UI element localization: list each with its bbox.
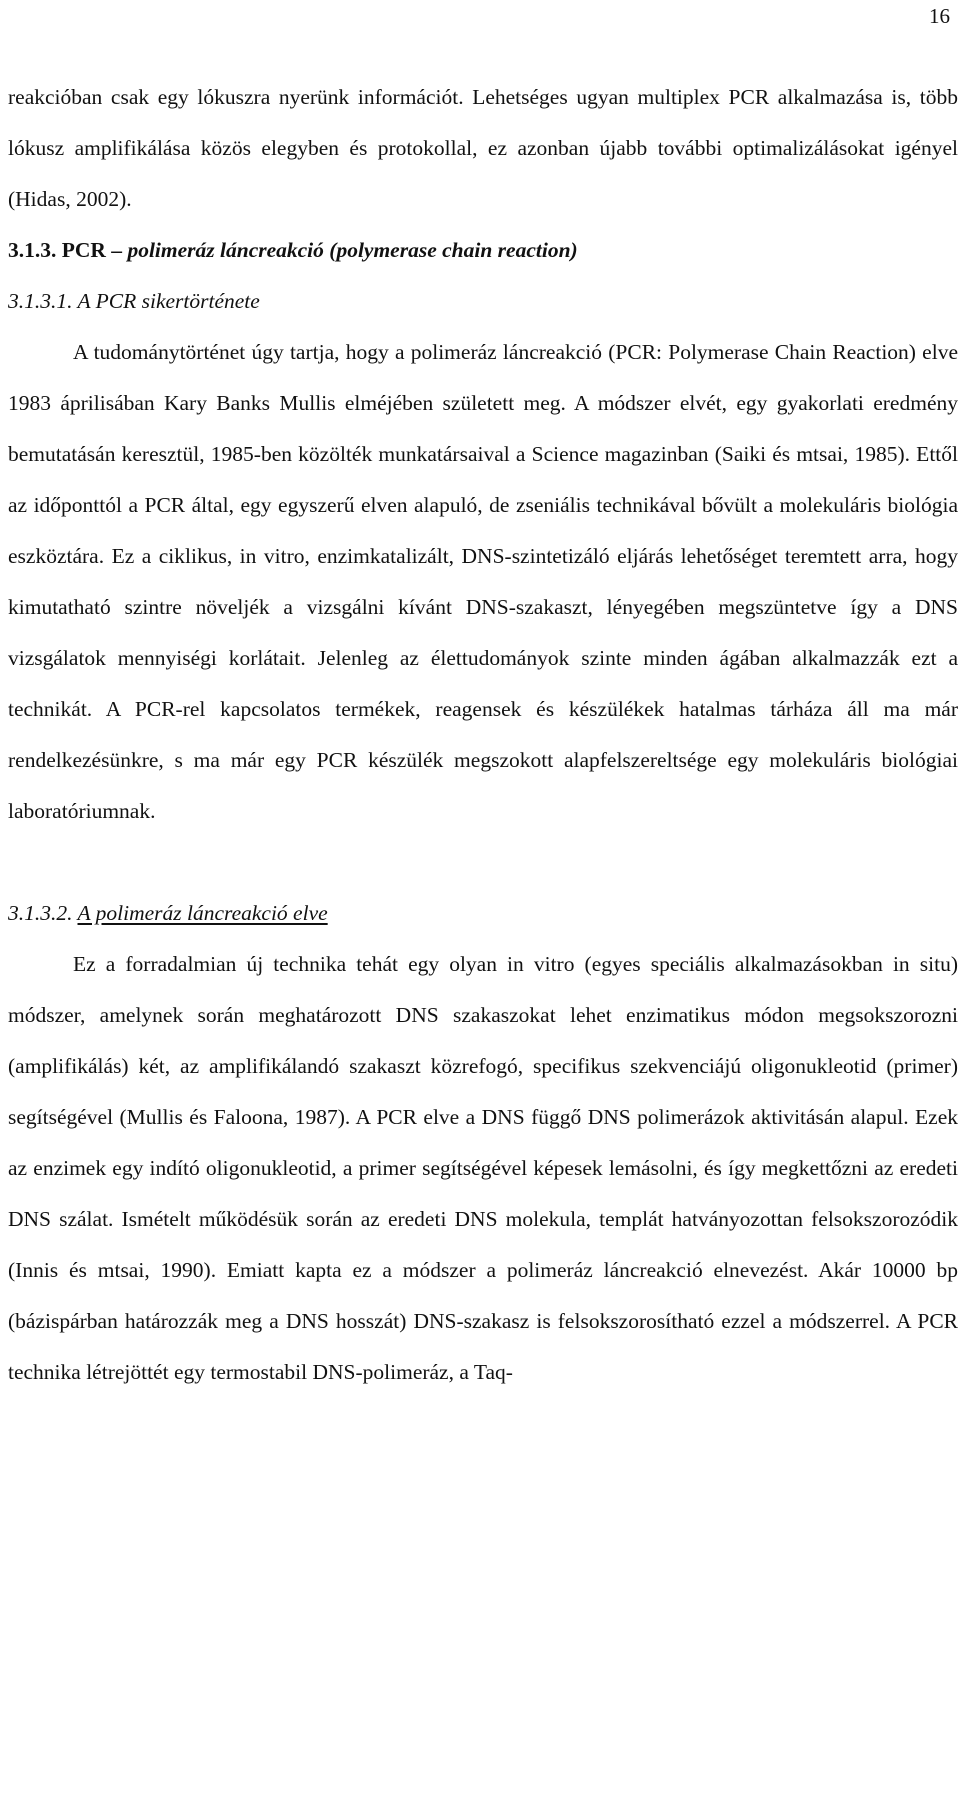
section-heading-3-1-3-1 <box>8 276 958 327</box>
section-number-3-1-3-1: 3.1.3.1. <box>8 289 73 313</box>
intro-paragraph: reakcióban csak egy lókuszra nyerünk információt. Lehetséges ugyan multiplex PCR alkalmazása is, több lókusz amplifikálása közös elegyben és protokollal, ez azonban újabb további optimalizálásokat igényel (Hidas, 2002). <box>8 85 958 211</box>
section-heading-3-1-3-2 <box>8 888 958 939</box>
section-title-italic-3-1-3: polimeráz láncreakció (polymerase chain reaction) <box>127 238 578 262</box>
section-body-3-1-3-1: A tudománytörténet úgy tartja, hogy a polimeráz láncreakció (PCR: Polymerase Chain Reaction) elve 1983 áprilisában Kary Banks Mullis elméjében született meg. A módszer elvét, egy gyakorlati eredmény bemutatásán keresztül, 1985-ben közölték munkatársaival a Science magazinban (Saiki és mtsai, 1985). Ettől az időponttól a PCR által, egy egyszerű elven alapuló, de zseniális technikával bővült a molekuláris biológia eszköztára. Ez a ciklikus, in vitro, enzimkatalizált, DNS-szintetizáló eljárás lehetőséget teremtett arra, hogy kimutatható szintre növeljék a vizsgálni kívánt DNS-szakaszt, lényegében megszüntetve így a DNS vizsgálatok mennyiségi korlátait. Jelenleg az élettudományok szinte minden ágában alkalmazzák ezt a technikát. A PCR-rel kapcsolatos termékek, reagensek és készülékek hatalmas tárháza áll ma már rendelkezésünkre, s ma már egy PCR készülék megszokott alapfelszereltsége egy molekuláris biológiai laboratóriumnak. <box>8 340 958 823</box>
section-title-3-1-3-2: A polimeráz láncreakció elve <box>77 901 328 925</box>
section-number-3-1-3-2: 3.1.3.2. <box>8 901 73 925</box>
page-number: 16 <box>929 4 950 28</box>
section-number-3-1-3: 3.1.3. <box>8 238 57 262</box>
page-body <box>8 72 958 1398</box>
section-title-3-1-3-1: A PCR sikertörténete <box>77 289 260 313</box>
section-title-plain-3-1-3: PCR – <box>61 238 128 262</box>
section-heading-3-1-3 <box>8 225 958 276</box>
section-body-3-1-3-2: Ez a forradalmian új technika tehát egy olyan in vitro (egyes speciális alkalmazásokban in situ) módszer, amelynek során meghatározott DNS szakaszokat lehet enzimatikus módon megsokszorozni (amplifikálás) két, az amplifikálandó szakaszt közrefogó, specifikus szekvenciájú oligonukleotid (primer) segítségével (Mullis és Faloona, 1987). A PCR elve a DNS függő DNS polimerázok aktivitásán alapul. Ezek az enzimek egy indító oligonukleotid, a primer segítségével képesek lemásolni, és így megkettőzni az eredeti DNS szálat. Ismételt működésük során az eredeti DNS molekula, templát hatványozottan felsokszorozódik (Innis és mtsai, 1990). Emiatt kapta ez a módszer a polimeráz láncreakció elnevezést. Akár 10000 bp (bázispárban határozzák meg a DNS hosszát) DNS-szakasz is felsokszorosítható ezzel a módszerrel. A PCR technika létrejöttét egy termostabil DNS-polimeráz, a Taq- <box>8 952 958 1384</box>
